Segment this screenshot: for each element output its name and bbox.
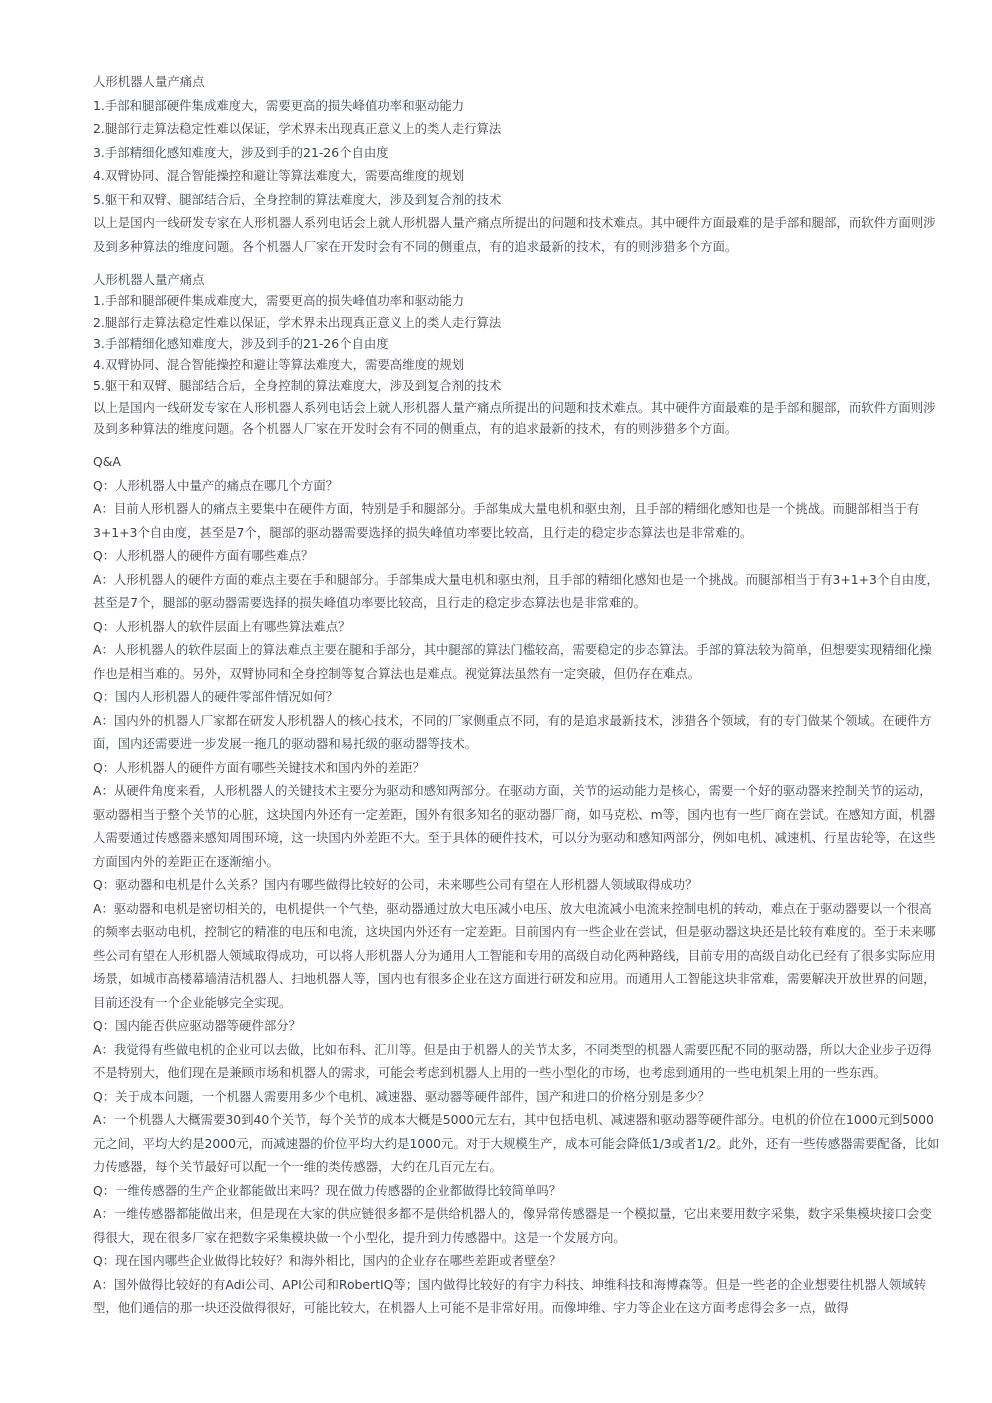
pain-point-item: 1.手部和腿部硬件集成难度大，需要更高的损失峰值功率和驱动能力 xyxy=(93,97,465,113)
answer: A：人形机器人的硬件方面的难点主要在手和腿部分。手部集成大量电机和驱虫剂，且手部的精细化感知也是一个挑战。而腿部相当于有3+1+3个自由度，甚至是7个，腿部的驱动器需要选择的损失峰值功率要比较高，且行走的稳定步态算法也是非常难的。 xyxy=(93,571,939,611)
pain-point-item: 1.手部和腿部硬件集成难度大，需要更高的损失峰值功率和驱动能力 xyxy=(93,293,465,309)
answer: A：一个机器人大概需要30到40个关节，每个关节的成本大概是5000元左右，其中包括电机、减速器和驱动器等硬件部分。电机的价位在1000元到5000元之间，平均大约是2000元，而减速器的价位平均大约是1000元。对于大规模生产，成本可能会降低1/3或者1/2。此外，还有一些传感器需要配备，比如力传感器，每个关节最好可以配一个一维的类传感器，大约在几百元左右。 xyxy=(93,1112,940,1175)
question: Q：人形机器人的软件层面上有哪些算法难点？ xyxy=(93,618,351,634)
pain-point-item: 5.躯干和双臂、腿部结合后，全身控制的算法难度大，涉及到复合剂的技术 xyxy=(93,191,502,207)
question: Q：人形机器人中量产的痛点在哪几个方面？ xyxy=(93,477,339,493)
question: Q：一维传感器的生产企业都能做出来吗？现在做力传感器的企业都做得比较简单吗？ xyxy=(93,1182,562,1198)
question: Q：现在国内哪些企业做得比较好？和海外相比，国内的企业存在哪些差距或者壁垒？ xyxy=(93,1253,562,1269)
question: Q：国内人形机器人的硬件零部件情况如何？ xyxy=(93,689,339,705)
qa-heading: Q&A xyxy=(93,454,121,470)
pain-points-section-2 xyxy=(93,269,943,439)
question: Q：人形机器人的硬件方面有哪些难点？ xyxy=(93,548,314,564)
answer: A：目前人形机器人的痛点主要集中在硬件方面，特别是手和腿部分。手部集成大量电机和驱虫剂，且手部的精细化感知也是一个挑战。而腿部相当于有3+1+3个自由度，甚至是7个，腿部的驱动器需要选择的损失峰值功率要比较高，且行走的稳定步态算法也是非常难的。 xyxy=(93,501,920,540)
question: Q：驱动器和电机是什么关系？国内有哪些做得比较好的公司，未来哪些公司有望在人形机器人领域取得成功？ xyxy=(93,877,698,893)
pain-point-item: 3.手部精细化感知难度大，涉及到手的21-26个自由度 xyxy=(93,335,389,351)
question: Q：关于成本问题，一个机器人需要用多少个电机、减速器、驱动器等硬件部件，国产和进口的价格分别是多少？ xyxy=(93,1088,710,1104)
question: Q：国内能否供应驱动器等硬件部分？ xyxy=(93,1018,302,1034)
pain-point-item: 5.躯干和双臂、腿部结合后，全身控制的算法难度大，涉及到复合剂的技术 xyxy=(93,378,502,394)
answer: A：国内外的机器人厂家都在研发人形机器人的核心技术，不同的厂家侧重点不同，有的是追求最新技术，涉猎各个领域，有的专门做某个领域。在硬件方面，国内还需要进一步发展一拖几的驱动器和易托级的驱动器等技术。 xyxy=(93,712,932,752)
section-summary: 以上是国内一线研发专家在人形机器人系列电话会上就人形机器人量产痛点所提出的问题和技术难点。其中硬件方面最难的是手部和腿部，而软件方面则涉及到多种算法的维度问题。各个机器人厂家在开发时会有不同的侧重点，有的追求最新的技术，有的则涉猎多个方面。 xyxy=(93,399,936,437)
pain-point-item: 3.手部精细化感知难度大，涉及到手的21-26个自由度 xyxy=(93,144,389,160)
pain-point-item: 2.腿部行走算法稳定性难以保证，学术界未出现真正意义上的类人走行算法 xyxy=(93,121,502,136)
pain-point-item: 4.双臂协同、混合智能操控和避让等算法难度大，需要高维度的规划 xyxy=(93,357,465,373)
section-spacer xyxy=(93,258,943,269)
qa-section xyxy=(93,450,943,1320)
section-summary: 以上是国内一线研发专家在人形机器人系列电话会上就人形机器人量产痛点所提出的问题和技术难点。其中硬件方面最难的是手部和腿部，而软件方面则涉及到多种算法的维度问题。各个机器人厂家在开发时会有不同的侧重点，有的追求最新的技术，有的则涉猎多个方面。 xyxy=(93,215,936,254)
pain-point-item: 2.腿部行走算法稳定性难以保证，学术界未出现真正意义上的类人走行算法 xyxy=(93,314,502,330)
answer: A：驱动器和电机是密切相关的，电机提供一个气垫，驱动器通过放大电压减小电压、放大电流减小电流来控制电机的转动，难点在于驱动器要以一个很高的频率去驱动电机，控制它的精准的电压和电流，这块国内外还有一定差距。目前国内有一些企业在尝试，但是驱动器这块还是比较有难度的。至于未来哪些公司有望在人形机器人领域取得成功，可以将人形机器人分为通用人工智能和专用的高级自动化两种路线，目前专用的高级自动化已经有了很多实际应用场景，如城市高楼幕墙清洁机器人、扫地机器人等，国内也有很多企业在这方面进行研发和应用。而通用人工智能这块非常难，需要解决开放世界的问题，目前还没有一个企业能够完全实现。 xyxy=(93,900,936,1010)
answer: A：人形机器人的软件层面上的算法难点主要在腿和手部分，其中腿部的算法门槛较高，需要稳定的步态算法。手部的算法较为简单，但想要实现精细化操作也是相当难的。另外，双臂协同和全身控制等复合算法也是难点。视觉算法虽然有一定突破，但仍存在难点。 xyxy=(93,642,932,681)
answer: A：一维传感器都能做出来，但是现在大家的供应链很多都不是供给机器人的，像异常传感器是一个模拟量，它出来要用数字采集，数字采集模块接口会变得很大，现在很多厂家在把数字采集模块做一个小型化，提升到力传感器中。这是一个发展方向。 xyxy=(93,1206,932,1245)
pain-points-section-1 xyxy=(93,70,943,258)
answer: A：从硬件角度来看，人形机器人的关键技术主要分为驱动和感知两部分。在驱动方面，关节的运动能力是核心，需要一个好的驱动器来控制关节的运动，驱动器相当于整个关节的心脏，这块国内外还有一定差距，国外有很多知名的驱动器厂商，如马克松、m等，国内也有一些厂商在尝试。在感知方面，机器人需要通过传感器来感知周围环境，这一块国内外差距不大。至于具体的硬件技术，可以分为驱动和感知两部分，例如电机、减速机、行星齿轮等，在这些方面国内外的差距正在逐渐缩小。 xyxy=(93,783,936,869)
pain-point-item: 4.双臂协同、混合智能操控和避让等算法难度大，需要高维度的规划 xyxy=(93,168,465,183)
section-title: 人形机器人量产痛点 xyxy=(93,272,205,287)
section-title: 人形机器人量产痛点 xyxy=(93,74,205,89)
question: Q：人形机器人的硬件方面有哪些关键技术和国内外的差距？ xyxy=(93,759,425,775)
answer: A：我觉得有些做电机的企业可以去做，比如布科、汇川等。但是由于机器人的关节太多，不同类型的机器人需要匹配不同的驱动器，所以大企业步子迈得不是特别大，他们现在是兼顾市场和机器人的需求，可能会考虑到机器人上用的一些小型化的市场，也考虑到通用的一些电机架上用的一些东西。 xyxy=(93,1041,932,1081)
answer: A：国外做得比较好的有Adi公司、API公司和RobertIQ等；国内做得比较好的有宇力科技、坤维科技和海博森等。但是一些老的企业想要往机器人领域转型，他们通信的那一块还没做得很好，可能比较大，在机器人上可能不是非常好用。而像坤维、宇力等企业在这方面考虑得会多一点，做得 xyxy=(93,1276,927,1316)
document-page xyxy=(93,70,943,1320)
section-spacer xyxy=(93,439,943,450)
